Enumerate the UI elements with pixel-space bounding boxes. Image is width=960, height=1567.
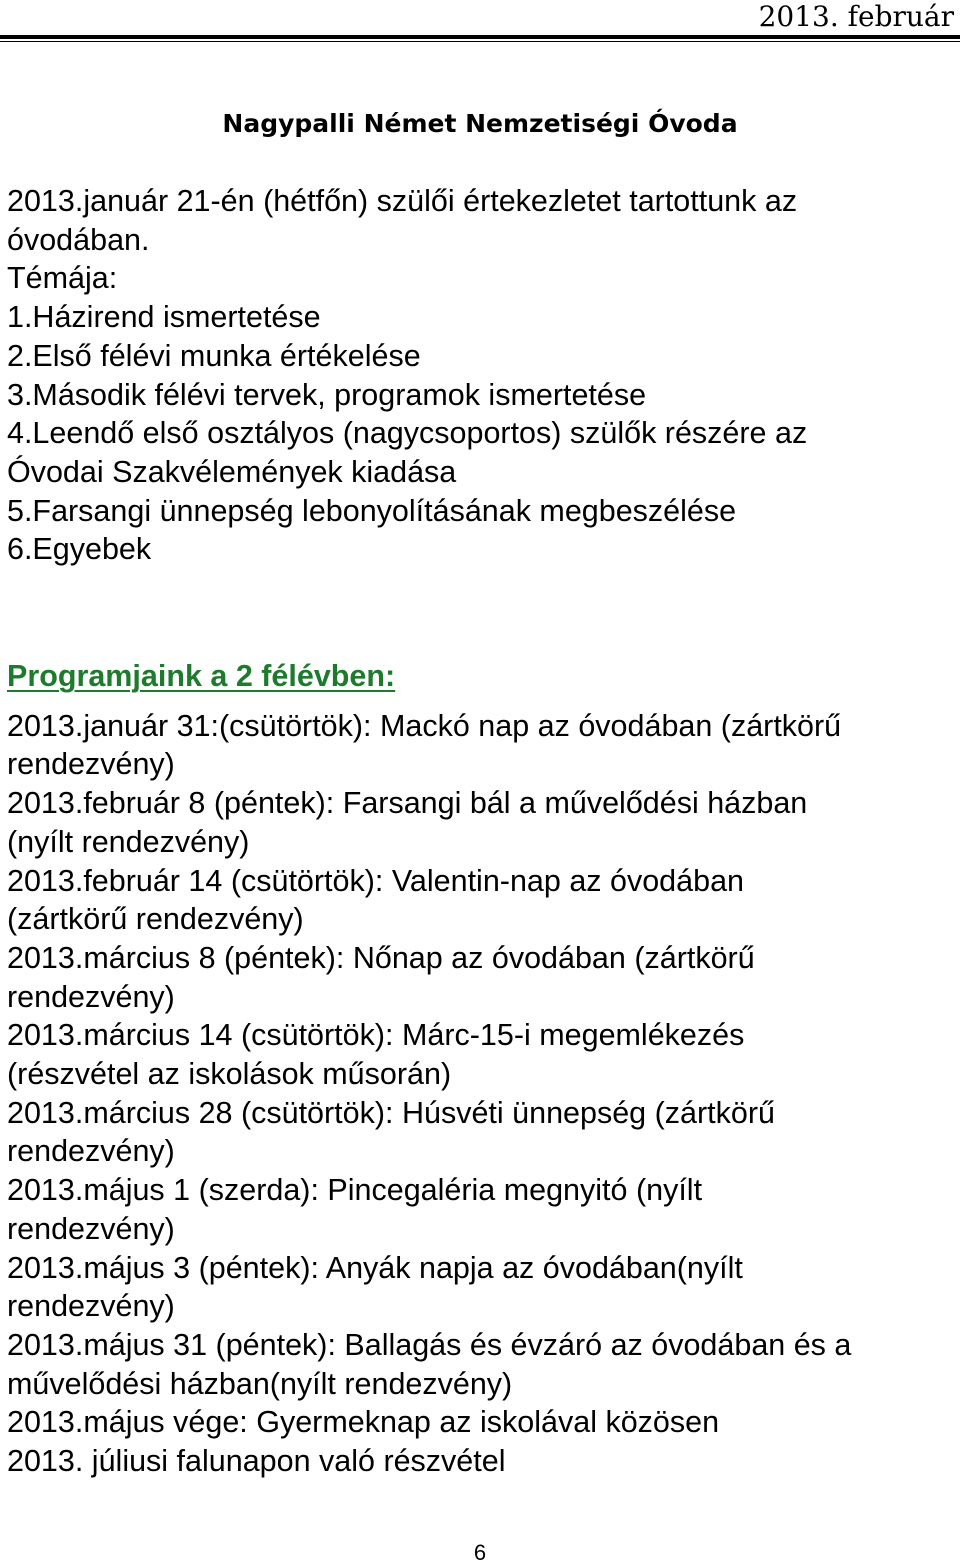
- intro-line: Témája:: [7, 261, 118, 296]
- program-line: 2013.február 8 (péntek): Farsangi bál a művelődési házban: [7, 786, 808, 821]
- intro-line: 4.Leendő első osztályos (nagycsoportos) szülők részére az: [7, 416, 808, 451]
- heading-spacer: [7, 668, 953, 707]
- intro-line: 2.Első félévi munka értékelése: [7, 338, 421, 373]
- program-line: 2013.május 3 (péntek): Anyák napja az óvodában(nyílt: [7, 1250, 743, 1285]
- program-line: (nyílt rendezvény): [7, 824, 250, 859]
- intro-line: óvodában.: [7, 222, 150, 257]
- program-line: rendezvény): [7, 1211, 175, 1246]
- intro-line: 5.Farsangi ünnepség lebonyolításának megbeszélése: [7, 493, 737, 528]
- page-header: [0, 0, 960, 44]
- program-line: művelődési házban(nyílt rendezvény): [7, 1366, 513, 1401]
- program-line: rendezvény): [7, 747, 175, 782]
- header-title: 2013. február: [758, 0, 954, 33]
- program-line: 2013.május 31 (péntek): Ballagás és évzáró az óvodában és a: [7, 1327, 852, 1362]
- document-title: Nagypalli Német Nemzetiségi Óvoda: [222, 109, 738, 138]
- program-line: rendezvény): [7, 1289, 175, 1324]
- intro-line: 6.Egyebek: [7, 532, 152, 567]
- program-line: 2013.május 1 (szerda): Pincegaléria megnyitó (nyílt: [7, 1173, 703, 1208]
- intro-line: 3.Második félévi tervek, programok ismertetése: [7, 377, 647, 412]
- program-line: 2013. júliusi falunapon való részvétel: [7, 1444, 506, 1479]
- intro-line: Óvodai Szakvélemények kiadása: [7, 454, 457, 489]
- page-number: 6: [473, 1540, 487, 1565]
- program-line: (részvétel az iskolások műsorán): [7, 1057, 452, 1092]
- program-line: rendezvény): [7, 979, 175, 1014]
- program-line: 2013.január 31:(csütörtök): Mackó nap az óvodában (zártkörű: [7, 708, 842, 743]
- program-line: 2013.február 14 (csütörtök): Valentin-nap az óvodában: [7, 863, 744, 898]
- intro-line: 2013.január 21-én (hétfőn) szülői értekezletet tartottunk az: [7, 184, 798, 218]
- header-rule-thin: [0, 41, 960, 42]
- program-line: 2013.május vége: Gyermeknap az iskolával közösen: [7, 1405, 720, 1440]
- program-line: rendezvény): [7, 1134, 175, 1169]
- intro-section: [7, 182, 953, 569]
- program-line: (zártkörű rendezvény): [7, 902, 304, 937]
- program-line: 2013.március 8 (péntek): Nőnap az óvodában (zártkörű: [7, 940, 755, 975]
- header-rule-thick: [0, 35, 960, 39]
- program-line: 2013.március 14 (csütörtök): Márc-15-i megemlékezés: [7, 1018, 745, 1053]
- programs-heading: Programjaink a 2 félévben:: [7, 659, 396, 693]
- intro-line: 1.Házirend ismertetése: [7, 300, 321, 335]
- programs-section: [7, 668, 953, 1481]
- program-line: 2013.március 28 (csütörtök): Húsvéti ünnepség (zártkörű: [7, 1095, 775, 1130]
